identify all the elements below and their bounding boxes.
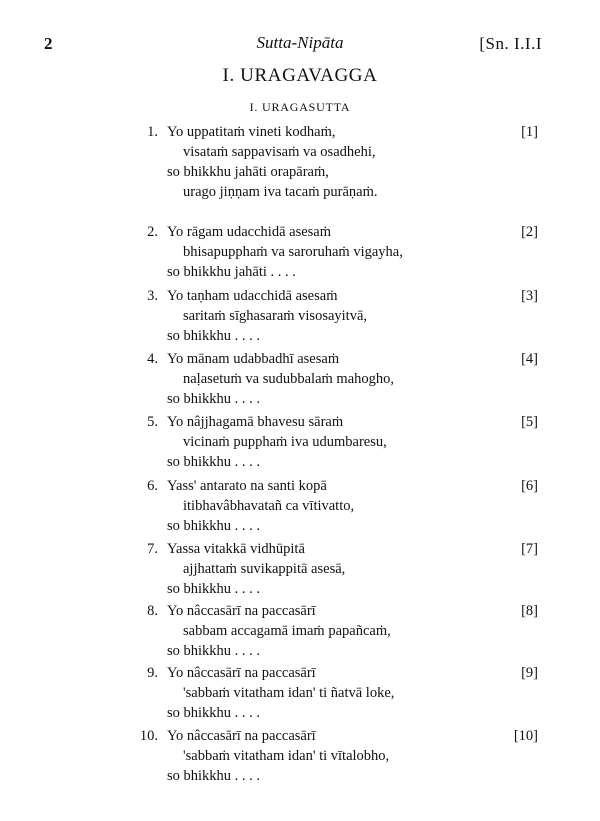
verse-line: Yo nâjjhagamā bhavesu sāraṁ <box>167 414 344 430</box>
verse-line: Yo mānam udabbadhī asesaṁ <box>167 351 340 367</box>
verse-line: so bhikkhu . . . . <box>167 328 261 344</box>
verse-number: 8. <box>147 603 158 619</box>
verse-line: Yo nâccasārī na paccasārī <box>167 728 316 744</box>
verse-line: naḷasetuṁ va sudubbalaṁ mahogho, <box>183 371 395 387</box>
verse-number: 2. <box>147 224 158 240</box>
verse-line: so bhikkhu . . . . <box>167 768 261 784</box>
verse-line: so bhikkhu . . . . <box>167 518 261 534</box>
verse-reference: [1] <box>521 124 538 140</box>
verse-number: 4. <box>147 351 158 367</box>
verse-line: urago jiṇṇam iva tacaṁ purāṇaṁ. <box>183 184 378 200</box>
verse-line: itibhavâbhavatañ ca vītivatto, <box>183 498 355 514</box>
verse-reference: [5] <box>521 414 538 430</box>
verse-number: 6. <box>147 478 158 494</box>
verse-line: so bhikkhu . . . . <box>167 705 261 721</box>
verse-line: Yo taṇham udacchidā asesaṁ <box>167 288 338 304</box>
verse-line: 'sabbaṁ vitatham idan' ti ñatvā loke, <box>183 685 395 701</box>
verse-number: 7. <box>147 541 158 557</box>
verse-reference: [2] <box>521 224 538 240</box>
running-header <box>0 30 600 54</box>
running-title: Sutta-Nipāta <box>256 33 344 52</box>
verse-reference: [6] <box>521 478 538 494</box>
verse-line: Yassa vitakkā vidhūpitā <box>167 541 305 557</box>
verse-line: ajjhattaṁ suvikappitā asesā, <box>183 561 346 577</box>
verse-line: so bhikkhu . . . . <box>167 581 261 597</box>
verse-reference: [8] <box>521 603 538 619</box>
verse-number: 10. <box>139 728 158 744</box>
verse-line: so bhikkhu jahāti . . . . <box>167 264 296 280</box>
vagga-title: I. URAGAVAGGA <box>222 65 378 86</box>
verse-line: visataṁ sappavisaṁ va osadhehi, <box>183 144 376 160</box>
verse-line: Yo uppatitaṁ vineti kodhaṁ, <box>167 124 336 140</box>
verse-line: vicinaṁ pupphaṁ iva udumbaresu, <box>183 434 387 450</box>
verse-line: so bhikkhu jahāti orapāraṁ, <box>167 164 329 180</box>
verse-line: Yo rāgam udacchidā asesaṁ <box>167 224 332 240</box>
verse-reference: [4] <box>521 351 538 367</box>
verse-reference: [3] <box>521 288 538 304</box>
sutta-title: I. URAGASUTTA <box>249 100 351 114</box>
verse-number: 3. <box>147 288 158 304</box>
verse-line: Yo nâccasārī na paccasārī <box>167 603 316 619</box>
verse-line: Yass' antarato na santi kopā <box>167 478 327 494</box>
verse-line: bhisapupphaṁ va saroruhaṁ vigayha, <box>183 244 403 260</box>
verse-number: 1. <box>147 124 158 140</box>
verse-line: Yo nâccasārī na paccasārī <box>167 665 316 681</box>
verse-reference: [10] <box>513 728 538 744</box>
section-reference: [Sn. I.I.I <box>479 34 542 53</box>
verse-line: so bhikkhu . . . . <box>167 454 261 470</box>
verse-reference: [9] <box>521 665 538 681</box>
verse-line: sabbam accagamā imaṁ papañcaṁ, <box>183 623 391 639</box>
verse-line: saritaṁ sīghasaraṁ visosayitvā, <box>183 308 368 324</box>
verse-line: so bhikkhu . . . . <box>167 391 261 407</box>
verse-number: 5. <box>147 414 158 430</box>
verse-line: so bhikkhu . . . . <box>167 643 261 659</box>
verse-line: 'sabbaṁ vitatham idan' ti vītalobho, <box>183 748 390 764</box>
page-number: 2 <box>44 34 53 53</box>
verse-reference: [7] <box>521 541 538 557</box>
verse-number: 9. <box>147 665 158 681</box>
